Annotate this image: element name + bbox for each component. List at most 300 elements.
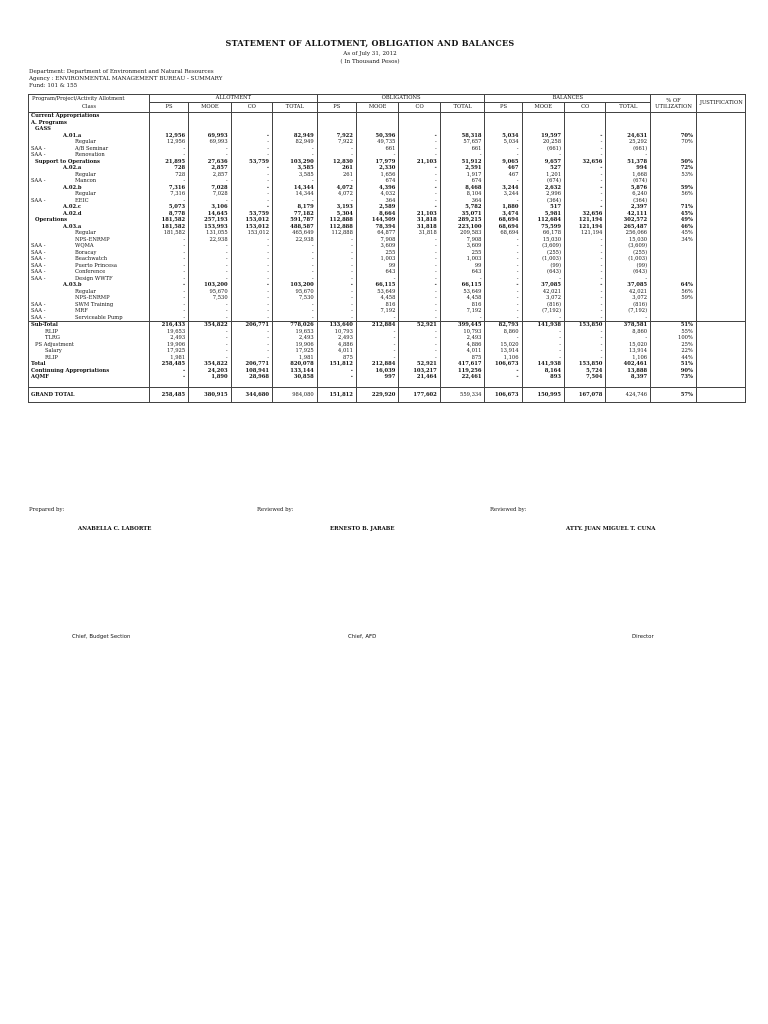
row-prefix: SAA - <box>31 249 46 256</box>
col-header-class: Class <box>29 103 150 113</box>
amount-cell: 816 <box>440 302 485 309</box>
amount-cell: - <box>565 289 606 296</box>
amount-cell <box>231 113 272 120</box>
amount-cell: - <box>317 198 356 205</box>
amount-cell: (7,192) <box>606 308 651 315</box>
amount-cell: - <box>485 263 522 270</box>
amount-cell: - <box>273 276 318 283</box>
amount-cell: - <box>399 250 440 257</box>
amount-cell: 7,316 <box>149 185 188 192</box>
amount-cell <box>399 113 440 120</box>
amount-cell: 153,850 <box>565 322 606 329</box>
row-label: Operations <box>35 217 68 223</box>
amount-cell: 112,888 <box>317 230 356 237</box>
amount-cell: 9,065 <box>485 159 522 166</box>
amount-cell: 133,144 <box>273 368 318 375</box>
grand-total-amount: 344,680 <box>231 388 272 403</box>
amount-cell: - <box>399 335 440 342</box>
amount-cell: 265,487 <box>606 224 651 231</box>
amount-cell: 8,860 <box>485 329 522 336</box>
amount-cell: 28,968 <box>231 374 272 381</box>
amount-cell <box>606 113 651 120</box>
utilization-cell: 25% <box>651 342 697 349</box>
amount-cell: 12,956 <box>149 133 188 140</box>
amount-cell: 3,609 <box>356 243 398 250</box>
amount-cell: 99 <box>440 263 485 270</box>
agency-line: Agency : ENVIRONMENTAL MANAGEMENT BUREAU - SUMMARY <box>29 76 223 82</box>
amount-cell: - <box>317 250 356 257</box>
amount-cell: 119,256 <box>440 368 485 375</box>
report-date: As of July 31, 2012 <box>343 51 397 57</box>
grand-total-label: GRAND TOTAL <box>29 388 150 403</box>
amount-cell: 7,922 <box>317 133 356 140</box>
amount-cell: 21,895 <box>149 159 188 166</box>
amount-cell: 994 <box>606 165 651 172</box>
amount-cell: 13,914 <box>485 348 522 355</box>
row-label-cell <box>29 322 150 329</box>
amount-cell: - <box>273 250 318 257</box>
spacer-cell <box>399 381 440 388</box>
spacer-cell <box>149 381 188 388</box>
amount-cell: - <box>231 329 272 336</box>
amount-cell: - <box>189 198 231 205</box>
amount-cell: (255) <box>606 250 651 257</box>
row-label: A/B Seminar <box>75 145 109 152</box>
amount-cell: - <box>522 329 564 336</box>
amount-cell: 68,694 <box>485 230 522 237</box>
amount-cell: - <box>149 368 188 375</box>
amount-cell: - <box>399 198 440 205</box>
amount-cell: - <box>522 348 564 355</box>
amount-cell: - <box>356 355 398 362</box>
utilization-cell: 44% <box>651 355 697 362</box>
col-oblig-ps: PS <box>317 103 356 113</box>
row-label: A.02.d <box>63 210 82 217</box>
amount-cell: 354,822 <box>189 322 231 329</box>
amount-cell: 875 <box>317 355 356 362</box>
reviewed-by-label-2: Reviewed by: <box>490 507 527 513</box>
amount-cell: 8,778 <box>149 211 188 218</box>
utilization-cell: 46% <box>651 224 697 231</box>
amount-cell: - <box>485 289 522 296</box>
amount-cell: (643) <box>606 269 651 276</box>
amount-cell: 255 <box>356 250 398 257</box>
amount-cell: - <box>189 250 231 257</box>
amount-cell: 103,217 <box>399 368 440 375</box>
amount-cell: - <box>565 308 606 315</box>
amount-cell: - <box>189 335 231 342</box>
row-label: Regular <box>75 139 96 145</box>
amount-cell: - <box>522 276 564 283</box>
amount-cell: - <box>149 237 188 244</box>
amount-cell: - <box>399 152 440 159</box>
amount-cell: - <box>317 368 356 375</box>
amount-cell: 31,818 <box>399 224 440 231</box>
utilization-cell: 72% <box>651 165 697 172</box>
amount-cell: - <box>149 198 188 205</box>
amount-cell: (364) <box>606 198 651 205</box>
amount-cell: 488,587 <box>273 224 318 231</box>
col-header-utilization: % OF UTILIZATION <box>651 95 697 113</box>
amount-cell: 14,645 <box>189 211 231 218</box>
amount-cell: - <box>189 315 231 322</box>
amount-cell: 21,103 <box>399 211 440 218</box>
amount-cell: - <box>399 269 440 276</box>
amount-cell: 112,888 <box>317 224 356 231</box>
amount-cell: 3,072 <box>522 295 564 302</box>
amount-cell: - <box>273 302 318 309</box>
amount-cell: 181,582 <box>149 224 188 231</box>
utilization-cell: 51% <box>651 361 697 368</box>
amount-cell: - <box>273 243 318 250</box>
grand-total-amount: 177,602 <box>399 388 440 403</box>
amount-cell: 99 <box>356 263 398 270</box>
amount-cell: 69,993 <box>189 133 231 140</box>
amount-cell: - <box>149 315 188 322</box>
col-allot-total: TOTAL <box>273 103 318 113</box>
amount-cell: 643 <box>356 269 398 276</box>
amount-cell: 643 <box>440 269 485 276</box>
amount-cell: 64,877 <box>356 230 398 237</box>
amount-cell: - <box>317 302 356 309</box>
row-label: A.03.b <box>63 282 82 288</box>
amount-cell: 7,028 <box>189 191 231 198</box>
amount-cell: - <box>231 276 272 283</box>
grand-total-amount: 984,080 <box>273 388 318 403</box>
amount-cell: 467 <box>485 165 522 172</box>
amount-cell: - <box>231 289 272 296</box>
amount-cell <box>440 113 485 120</box>
amount-cell: (99) <box>522 263 564 270</box>
row-label: MRF <box>75 308 88 314</box>
amount-cell: - <box>231 178 272 185</box>
amount-cell: 7,192 <box>440 308 485 315</box>
row-label: Continuing Appropriations <box>31 367 110 374</box>
amount-cell: 82,793 <box>485 322 522 329</box>
amount-cell: - <box>231 250 272 257</box>
amount-cell: - <box>399 172 440 179</box>
amount-cell: - <box>485 276 522 283</box>
amount-cell: - <box>399 308 440 315</box>
amount-cell: - <box>440 152 485 159</box>
amount-cell: - <box>485 315 522 322</box>
amount-cell: 22,938 <box>189 237 231 244</box>
amount-cell: 57,657 <box>440 139 485 146</box>
amount-cell: 42,021 <box>606 289 651 296</box>
amount-cell: 112,684 <box>522 217 564 224</box>
grand-total-amount: 258,485 <box>149 388 188 403</box>
row-label: Sub-Total <box>31 322 58 328</box>
amount-cell: - <box>273 269 318 276</box>
amount-cell: - <box>273 308 318 315</box>
amount-cell: 2,493 <box>317 335 356 342</box>
amount-cell: 1,656 <box>356 172 398 179</box>
amount-cell: - <box>149 250 188 257</box>
amount-cell: 53,649 <box>440 289 485 296</box>
department-line: Department: Department of Environment and Natural Resources <box>29 69 214 75</box>
amount-cell: - <box>485 237 522 244</box>
amount-cell: 5,876 <box>606 185 651 192</box>
amount-cell: 5,981 <box>522 211 564 218</box>
amount-cell: 2,493 <box>440 335 485 342</box>
amount-cell: 5,782 <box>440 204 485 211</box>
spacer-cell <box>522 381 564 388</box>
row-label: Beachwatch <box>75 256 108 262</box>
amount-cell: - <box>149 302 188 309</box>
reviewed-by-label-1: Reviewed by: <box>257 507 294 513</box>
amount-cell: - <box>189 342 231 349</box>
amount-cell: - <box>485 256 522 263</box>
amount-cell: 42,021 <box>522 289 564 296</box>
amount-cell: - <box>565 250 606 257</box>
amount-cell: 7,530 <box>189 295 231 302</box>
amount-cell: 7,316 <box>149 191 188 198</box>
amount-cell: - <box>565 237 606 244</box>
amount-cell: 77,182 <box>273 211 318 218</box>
amount-cell: 7,908 <box>440 237 485 244</box>
utilization-cell: 59% <box>651 185 697 192</box>
amount-cell: 50,396 <box>356 133 398 140</box>
amount-cell: 75,599 <box>522 224 564 231</box>
amount-cell: 181,582 <box>149 217 188 224</box>
amount-cell: - <box>317 178 356 185</box>
amount-cell: 1,668 <box>606 172 651 179</box>
amount-cell: 1,880 <box>485 204 522 211</box>
amount-cell: 133,640 <box>317 322 356 329</box>
amount-cell: - <box>485 152 522 159</box>
amount-cell: 14,344 <box>273 185 318 192</box>
amount-cell: 53,649 <box>356 289 398 296</box>
amount-cell: 95,670 <box>189 289 231 296</box>
amount-cell: 3,474 <box>485 211 522 218</box>
amount-cell: 12,830 <box>317 159 356 166</box>
amount-cell: 820,078 <box>273 361 318 368</box>
justification-cell <box>696 388 745 403</box>
utilization-cell: 53% <box>651 172 697 179</box>
amount-cell: 7,908 <box>356 237 398 244</box>
amount-cell: - <box>399 256 440 263</box>
amount-cell: - <box>189 243 231 250</box>
amount-cell: 20,258 <box>522 139 564 146</box>
amount-cell: - <box>565 348 606 355</box>
amount-cell: 15,020 <box>606 342 651 349</box>
grand-total-amount: 151,812 <box>317 388 356 403</box>
utilization-cell: 73% <box>651 374 697 381</box>
row-label: A.02.b <box>63 184 82 191</box>
amount-cell: 66,115 <box>356 282 398 289</box>
utilization-cell: 64% <box>651 282 697 289</box>
amount-cell: - <box>317 374 356 381</box>
spacer-cell <box>356 381 398 388</box>
amount-cell <box>485 113 522 120</box>
signatory-name-2: ERNESTO B. JARABE <box>330 526 395 532</box>
utilization-cell: 51% <box>651 322 697 329</box>
amount-cell: - <box>317 243 356 250</box>
row-prefix: SAA - <box>31 178 46 184</box>
row-label: NPS-ENRMP <box>75 295 110 301</box>
col-group-obligations: OBLIGATIONS <box>317 95 485 103</box>
table-header-columns <box>29 103 746 113</box>
spacer-cell <box>317 381 356 388</box>
row-label: A.03.a <box>63 223 82 230</box>
amount-cell: 2,996 <box>522 191 564 198</box>
amount-cell <box>317 113 356 120</box>
spacer-cell <box>565 381 606 388</box>
row-label: Design WWTF <box>75 275 113 282</box>
amount-cell: (661) <box>606 146 651 153</box>
amount-cell: - <box>317 237 356 244</box>
amount-cell: 8,468 <box>440 185 485 192</box>
amount-cell: 378,581 <box>606 322 651 329</box>
amount-cell: 17,925 <box>273 348 318 355</box>
amount-cell: 5,034 <box>485 139 522 146</box>
amount-cell: - <box>565 269 606 276</box>
amount-cell: - <box>356 342 398 349</box>
row-label: Regular <box>75 191 96 197</box>
col-oblig-total: TOTAL <box>440 103 485 113</box>
utilization-cell <box>651 113 697 120</box>
amount-cell: - <box>149 243 188 250</box>
amount-cell: 10,793 <box>440 329 485 336</box>
amount-cell: - <box>273 178 318 185</box>
grand-total-amount: 229,920 <box>356 388 398 403</box>
col-bal-co: CO <box>565 103 606 113</box>
amount-cell: 3,106 <box>189 204 231 211</box>
amount-cell: - <box>231 282 272 289</box>
amount-cell: - <box>485 335 522 342</box>
row-label-cell <box>29 113 150 120</box>
utilization-cell: 59% <box>651 295 697 302</box>
justification-cell <box>696 113 745 120</box>
amount-cell: 78,394 <box>356 224 398 231</box>
amount-cell: 399,445 <box>440 322 485 329</box>
amount-cell: 5,073 <box>149 204 188 211</box>
amount-cell <box>149 113 188 120</box>
amount-cell: 206,771 <box>231 361 272 368</box>
amount-cell: (816) <box>606 302 651 309</box>
amount-cell: 7,028 <box>189 185 231 192</box>
amount-cell: - <box>317 295 356 302</box>
amount-cell: 32,656 <box>565 211 606 218</box>
amount-cell: 3,585 <box>273 172 318 179</box>
amount-cell: - <box>231 204 272 211</box>
amount-cell <box>565 113 606 120</box>
amount-cell: - <box>317 308 356 315</box>
spacer-cell <box>231 381 272 388</box>
row-label: WQMA <box>75 243 94 249</box>
amount-cell: - <box>565 329 606 336</box>
amount-cell: - <box>189 308 231 315</box>
amount-cell: 58,318 <box>440 133 485 140</box>
report-unit: ( In Thousand Pesos) <box>340 59 400 65</box>
signatory-title-2: Chief, AFD <box>348 634 377 640</box>
row-label: GASS <box>35 126 51 132</box>
amount-cell: - <box>231 335 272 342</box>
utilization-cell: 70% <box>651 139 697 146</box>
amount-cell: - <box>565 295 606 302</box>
amount-cell: - <box>149 263 188 270</box>
row-prefix: SAA - <box>31 301 46 308</box>
amount-cell: - <box>399 348 440 355</box>
amount-cell: - <box>565 315 606 322</box>
row-label: Support to Operations <box>35 158 100 165</box>
amount-cell: 24,631 <box>606 133 651 140</box>
col-allot-mooe: MOOE <box>189 103 231 113</box>
amount-cell: 10,793 <box>317 329 356 336</box>
col-bal-ps: PS <box>485 103 522 113</box>
amount-cell: 15,020 <box>485 342 522 349</box>
col-bal-mooe: MOOE <box>522 103 564 113</box>
amount-cell: - <box>522 152 564 159</box>
amount-cell: - <box>231 342 272 349</box>
amount-cell: 68,694 <box>485 217 522 224</box>
amount-cell: 3,193 <box>317 204 356 211</box>
amount-cell: - <box>565 152 606 159</box>
amount-cell: 22,938 <box>273 237 318 244</box>
amount-cell: - <box>231 133 272 140</box>
amount-cell: - <box>317 269 356 276</box>
amount-cell: 153,012 <box>231 230 272 237</box>
amount-cell: - <box>149 256 188 263</box>
col-allot-ps: PS <box>149 103 188 113</box>
amount-cell: - <box>317 263 356 270</box>
spacer-cell <box>696 381 745 388</box>
amount-cell: 2,493 <box>149 335 188 342</box>
amount-cell: - <box>399 243 440 250</box>
amount-cell: 2,857 <box>189 172 231 179</box>
amount-cell: 4,011 <box>440 348 485 355</box>
amount-cell: - <box>273 256 318 263</box>
row-label: Regular <box>75 171 96 178</box>
amount-cell: - <box>485 368 522 375</box>
amount-cell: 5,304 <box>317 211 356 218</box>
amount-cell: - <box>356 276 398 283</box>
amount-cell: 106,673 <box>485 361 522 368</box>
utilization-cell: 70% <box>651 133 697 140</box>
row-label: Conference <box>75 269 106 275</box>
table-body <box>29 113 746 403</box>
amount-cell: - <box>522 342 564 349</box>
amount-cell: 66,115 <box>440 282 485 289</box>
row-prefix: SAA - <box>31 275 46 282</box>
row-label: A.02.c <box>63 204 82 210</box>
amount-cell: 7,192 <box>356 308 398 315</box>
amount-cell: 52,921 <box>399 322 440 329</box>
amount-cell: - <box>231 315 272 322</box>
amount-cell: 2,632 <box>522 185 564 192</box>
signatory-name-3: ATTY. JUAN MIGUEL T. CUNA <box>566 526 656 532</box>
amount-cell: 25,292 <box>606 139 651 146</box>
amount-cell: - <box>189 263 231 270</box>
col-group-allotment: ALLOTMENT <box>149 95 317 103</box>
amount-cell: - <box>399 133 440 140</box>
amount-cell: - <box>399 342 440 349</box>
amount-cell: - <box>399 191 440 198</box>
amount-cell: - <box>231 198 272 205</box>
row-label: TLRG <box>45 335 60 341</box>
amount-cell: - <box>149 152 188 159</box>
amount-cell: - <box>485 198 522 205</box>
amount-cell: - <box>149 308 188 315</box>
amount-cell: - <box>231 191 272 198</box>
row-label: Regular <box>75 288 96 295</box>
utilization-cell: 56% <box>651 191 697 198</box>
amount-cell: - <box>189 256 231 263</box>
amount-cell: 1,981 <box>149 355 188 362</box>
amount-cell: 51,912 <box>440 159 485 166</box>
amount-cell: (643) <box>522 269 564 276</box>
amount-cell: - <box>231 263 272 270</box>
